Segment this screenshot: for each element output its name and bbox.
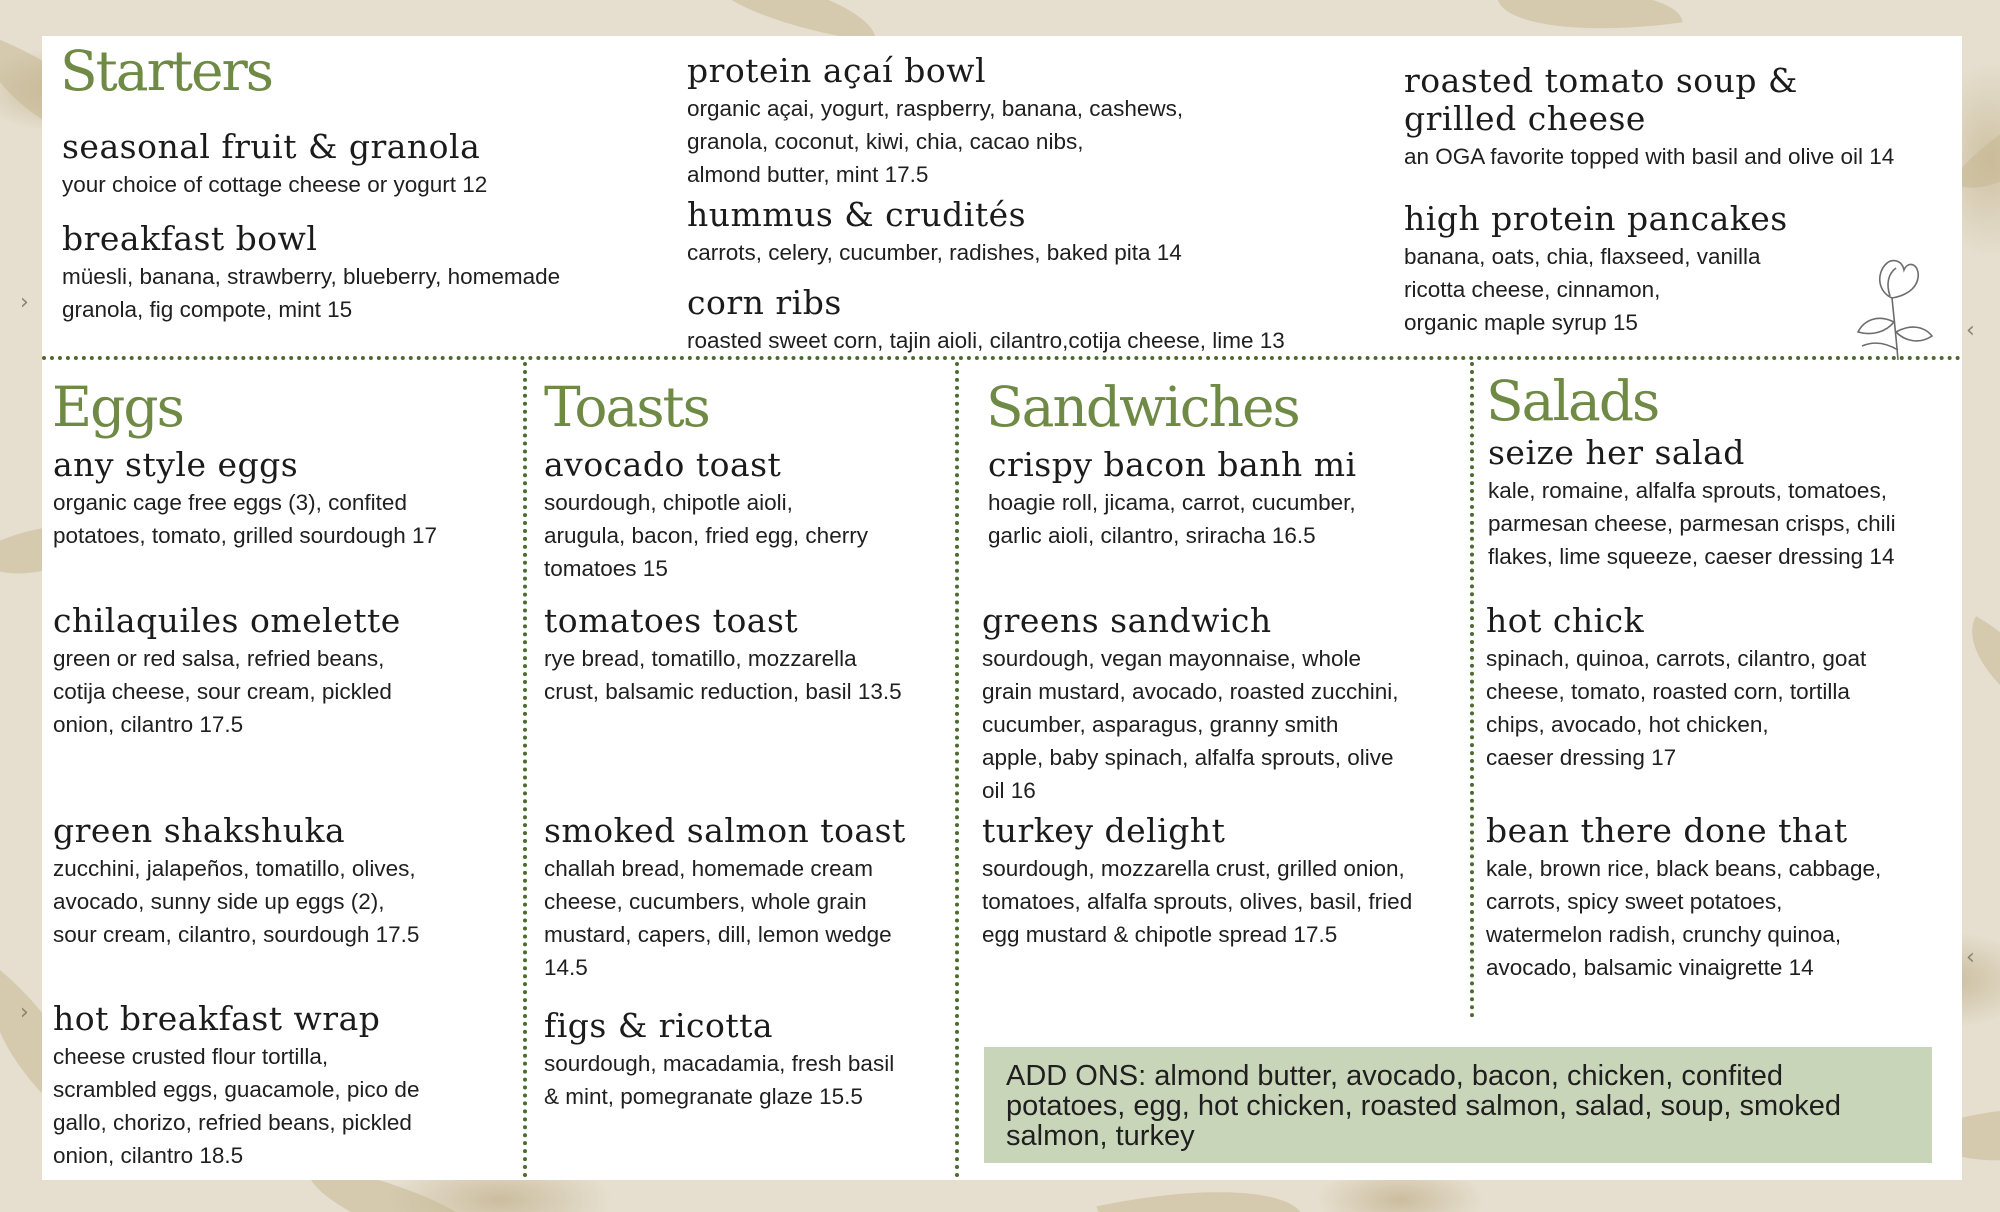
- item-description: kale, brown rice, black beans, cabbage, carrots, spicy sweet potatoes, watermelon radish, crunchy quinoa, avocado, balsamic vinaigrette 14: [1486, 856, 1882, 980]
- item-description: challah bread, homemade cream cheese, cucumbers, whole grain mustard, capers, dill, lemon wedge 14.5: [544, 856, 892, 980]
- item-description: your choice of cottage cheese or yogurt 12: [62, 172, 488, 197]
- addons-box: [984, 1047, 1932, 1163]
- menu-item: [544, 812, 906, 984]
- category-title-toasts: Toasts: [544, 375, 709, 439]
- item-name: hot breakfast wrap: [53, 999, 381, 1038]
- menu-item: [1486, 812, 1881, 984]
- menu-item: [53, 602, 401, 741]
- chevron-left-icon: ‹: [1966, 318, 1975, 343]
- menu-item: [988, 446, 1357, 552]
- item-name: turkey delight: [982, 811, 1226, 850]
- item-description: rye bread, tomatillo, mozzarella crust, balsamic reduction, basil 13.5: [544, 646, 902, 704]
- item-description: organic cage free eggs (3), confited potatoes, tomato, grilled sourdough 17: [53, 490, 438, 548]
- item-description: spinach, quinoa, carrots, cilantro, goat cheese, tomato, roasted corn, tortilla chips, avocado, hot chicken, caeser dressing 17: [1486, 646, 1867, 770]
- menu-item: [687, 284, 1285, 357]
- item-name: seasonal fruit & granola: [62, 127, 481, 166]
- menu-item: [53, 1000, 419, 1172]
- addons-text: ADD ONS: almond butter, avocado, bacon, chicken, confited potatoes, egg, hot chicken, roasted salmon, salad, soup, smoked salmon, turkey: [1006, 1060, 1842, 1152]
- column-divider: [955, 362, 959, 1178]
- item-description: carrots, celery, cucumber, radishes, baked pita 14: [687, 240, 1182, 265]
- menu-item: [1486, 602, 1866, 774]
- item-name: avocado toast: [544, 445, 782, 484]
- menu-item: [62, 128, 487, 201]
- item-name: seize her salad: [1488, 433, 1745, 472]
- item-description: hoagie roll, jicama, carrot, cucumber, garlic aioli, cilantro, sriracha 16.5: [988, 490, 1356, 548]
- item-description: organic açai, yogurt, raspberry, banana, cashews, granola, coconut, kiwi, chia, cacao nibs, almond butter, mint 17.5: [687, 96, 1184, 187]
- item-name: roasted tomato soup & grilled cheese: [1404, 61, 1798, 138]
- menu-item: [544, 602, 902, 708]
- item-name: crispy bacon banh mi: [988, 445, 1357, 484]
- menu-item: [544, 1007, 894, 1113]
- item-description: sourdough, chipotle aioli, arugula, bacon, fried egg, cherry tomatoes 15: [544, 490, 868, 581]
- item-name: figs & ricotta: [544, 1006, 774, 1045]
- item-description: müesli, banana, strawberry, blueberry, homemade granola, fig compote, mint 15: [62, 264, 561, 322]
- item-description: zucchini, jalapeños, tomatillo, olives, avocado, sunny side up eggs (2), sour cream, cilantro, sourdough 17.5: [53, 856, 420, 947]
- item-name: hot chick: [1486, 601, 1645, 640]
- menu-item: [1488, 434, 1896, 573]
- item-name: high protein pancakes: [1404, 199, 1788, 238]
- flower-icon: [1842, 240, 1938, 360]
- menu-item: [1404, 200, 1788, 339]
- menu-item: [544, 446, 868, 585]
- chevron-left-icon: ‹: [1966, 945, 1975, 970]
- menu-item: [53, 446, 437, 552]
- menu-item: [53, 812, 419, 951]
- item-description: sourdough, macadamia, fresh basil & mint, pomegranate glaze 15.5: [544, 1051, 895, 1109]
- item-name: chilaquiles omelette: [53, 601, 401, 640]
- menu-item: [687, 196, 1182, 269]
- item-name: hummus & crudités: [687, 195, 1027, 234]
- menu-item: [687, 52, 1183, 191]
- category-title-salads: Salads: [1486, 369, 1659, 433]
- chevron-right-icon: ›: [20, 1000, 29, 1025]
- menu-item: [62, 220, 560, 326]
- item-description: banana, oats, chia, flaxseed, vanilla ricotta cheese, cinnamon, organic maple syrup 15: [1404, 244, 1761, 335]
- chevron-right-icon: ›: [20, 290, 29, 315]
- item-name: green shakshuka: [53, 811, 346, 850]
- item-description: sourdough, vegan mayonnaise, whole grain mustard, avocado, roasted zucchini, cucumber, asparagus, granny smith apple, baby spinach, alfalfa sprouts, olive oil 16: [982, 646, 1399, 803]
- category-title-eggs: Eggs: [52, 375, 183, 439]
- category-title-sandwiches: Sandwiches: [986, 375, 1299, 439]
- item-description: cheese crusted flour tortilla, scrambled eggs, guacamole, pico de gallo, chorizo, refried beans, pickled onion, cilantro 18.5: [53, 1044, 420, 1168]
- item-name: corn ribs: [687, 283, 842, 322]
- category-title-starters: Starters: [60, 39, 273, 103]
- item-description: sourdough, mozzarella crust, grilled onion, tomatoes, alfalfa sprouts, olives, basil, fried egg mustard & chipotle spread 17.5: [982, 856, 1413, 947]
- item-name: smoked salmon toast: [544, 811, 906, 850]
- item-name: any style eggs: [53, 445, 299, 484]
- item-description: kale, romaine, alfalfa sprouts, tomatoes, parmesan cheese, parmesan crisps, chili flakes, lime squeeze, caeser dressing 14: [1488, 478, 1896, 569]
- column-divider: [523, 362, 527, 1178]
- item-name: breakfast bowl: [62, 219, 318, 258]
- column-divider: [1470, 362, 1474, 1018]
- menu-item: [1404, 62, 1894, 173]
- menu-item: [982, 602, 1398, 807]
- item-name: greens sandwich: [982, 601, 1272, 640]
- item-description: an OGA favorite topped with basil and olive oil 14: [1404, 144, 1895, 169]
- item-name: protein açaí bowl: [687, 51, 987, 90]
- menu-item: [982, 812, 1412, 951]
- item-name: bean there done that: [1486, 811, 1848, 850]
- item-name: tomatoes toast: [544, 601, 799, 640]
- item-description: roasted sweet corn, tajin aioli, cilantro,cotija cheese, lime 13: [687, 328, 1285, 353]
- item-description: green or red salsa, refried beans, cotija cheese, sour cream, pickled onion, cilantro 17.5: [53, 646, 392, 737]
